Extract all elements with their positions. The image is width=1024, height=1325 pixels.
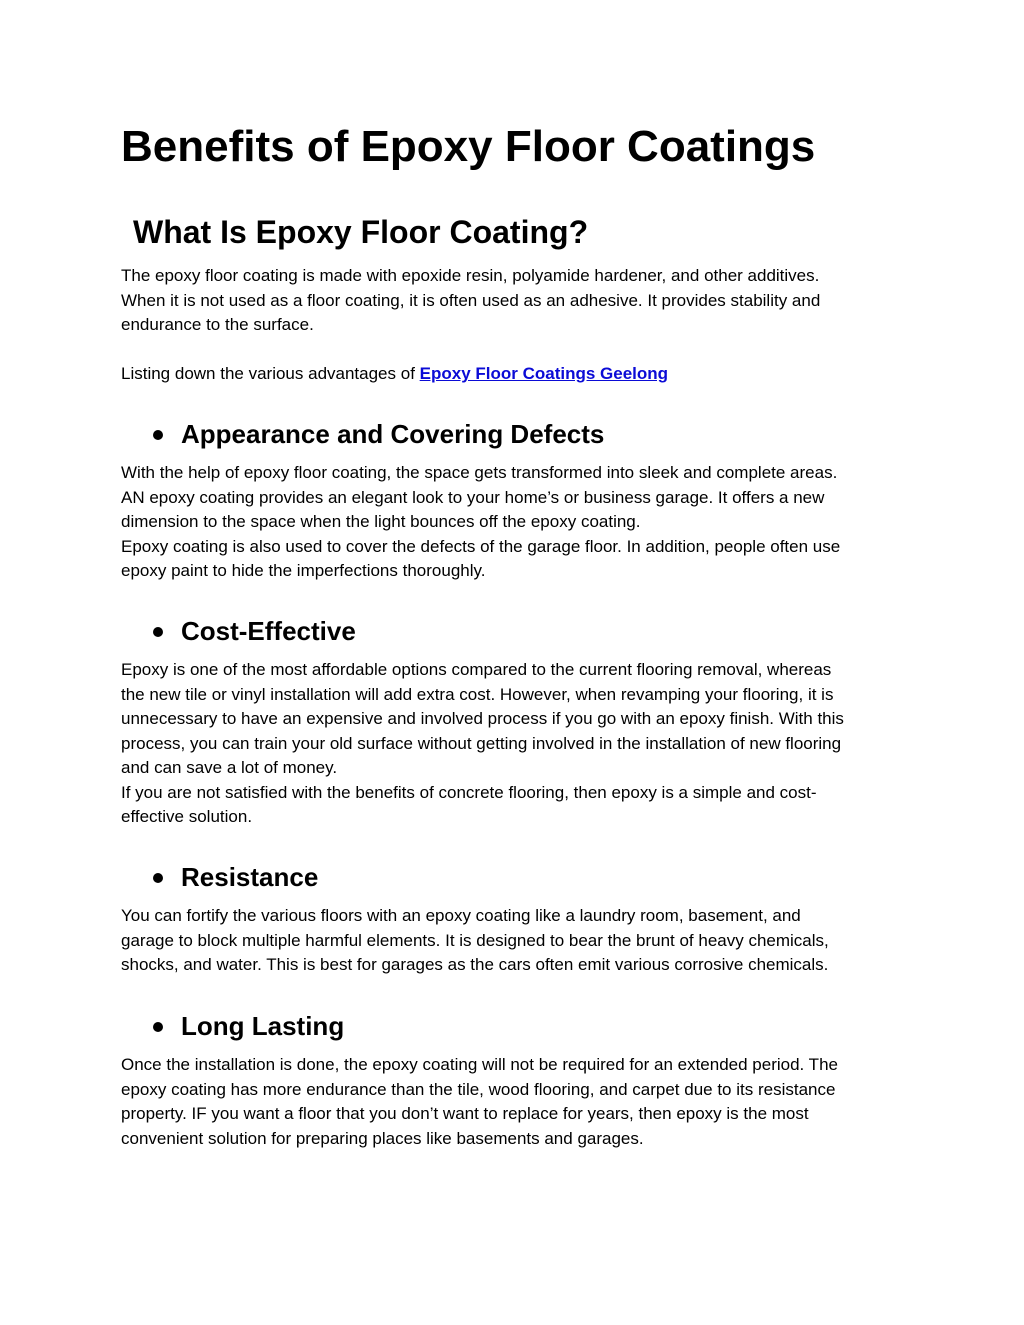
paragraph-line: and can save a lot of money. xyxy=(121,758,338,777)
epoxy-geelong-link[interactable]: Epoxy Floor Coatings Geelong xyxy=(419,364,669,383)
listing-paragraph xyxy=(121,362,911,387)
section-paragraph-long-lasting xyxy=(121,1053,911,1151)
paragraph-line: Once the installation is done, the epoxy coating will not be required for an extended period. The xyxy=(121,1055,838,1074)
bullet-icon xyxy=(153,430,163,440)
document-title: Benefits of Epoxy Floor Coatings xyxy=(121,122,816,171)
section-paragraph-appearance xyxy=(121,461,911,584)
section-heading-text: Long Lasting xyxy=(181,1011,345,1041)
paragraph-line: property. IF you want a floor that you don’t want to replace for years, then epoxy is the most xyxy=(121,1104,809,1123)
paragraph-line: garage to block multiple harmful elements. It is designed to bear the brunt of heavy chemicals, xyxy=(121,930,829,950)
section-heading-text: Cost-Effective xyxy=(181,616,356,646)
section-paragraph-resistance xyxy=(121,904,911,978)
paragraph-line: epoxy coating has more endurance than the tile, wood flooring, and carpet due to its resistance xyxy=(121,1079,836,1099)
paragraph-line: Epoxy coating is also used to cover the defects of the garage floor. In addition, people often use xyxy=(121,536,841,556)
paragraph-line: With the help of epoxy floor coating, the space gets transformed into sleek and complete areas. xyxy=(121,463,838,482)
listing-text: Listing down the various advantages of xyxy=(121,364,420,383)
paragraph-line: effective solution. xyxy=(121,807,253,826)
bullet-icon xyxy=(153,1022,163,1032)
section-paragraph-cost-effective xyxy=(121,658,911,830)
document-subtitle: What Is Epoxy Floor Coating? xyxy=(133,214,589,250)
section-heading-appearance xyxy=(153,418,604,450)
paragraph-line: convenient solution for preparing places like basements and garages. xyxy=(121,1128,644,1148)
paragraph-line: dimension to the space when the light bounces off the epoxy coating. xyxy=(121,512,641,531)
paragraph-line: When it is not used as a floor coating, it is often used as an adhesive. It provides stability and xyxy=(121,290,821,310)
section-heading-text: Appearance and Covering Defects xyxy=(181,419,605,449)
bullet-icon xyxy=(153,873,163,883)
paragraph-line: The epoxy floor coating is made with epoxide resin, polyamide hardener, and other additives. xyxy=(121,266,820,285)
paragraph-line: process, you can train your old surface without getting involved in the installation of new flooring xyxy=(121,733,842,753)
section-heading-text: Resistance xyxy=(181,862,319,892)
paragraph-line: AN epoxy coating provides an elegant look to your home’s or business garage. It offers a new xyxy=(121,487,825,507)
paragraph-line: You can fortify the various floors with an epoxy coating like a laundry room, basement, and xyxy=(121,906,801,925)
paragraph-line xyxy=(121,362,911,387)
paragraph-line: unnecessary to have an expensive and involved process if you go with an epoxy finish. With this xyxy=(121,709,844,728)
paragraph-line: epoxy paint to hide the imperfections thoroughly. xyxy=(121,561,486,580)
paragraph-line: Epoxy is one of the most affordable options compared to the current flooring removal, whereas xyxy=(121,660,832,679)
paragraph-line: endurance to the surface. xyxy=(121,315,314,334)
intro-paragraph xyxy=(121,264,911,338)
paragraph-line: the new tile or vinyl installation will add extra cost. However, when revamping your flooring, it is xyxy=(121,684,834,704)
section-heading-resistance xyxy=(153,861,318,893)
section-heading-cost-effective xyxy=(153,615,356,647)
bullet-icon xyxy=(153,627,163,637)
paragraph-line: shocks, and water. This is best for garages as the cars often emit various corrosive chemicals. xyxy=(121,955,829,974)
section-heading-long-lasting xyxy=(153,1010,344,1042)
paragraph-line: If you are not satisfied with the benefits of concrete flooring, then epoxy is a simple and cost- xyxy=(121,782,817,802)
